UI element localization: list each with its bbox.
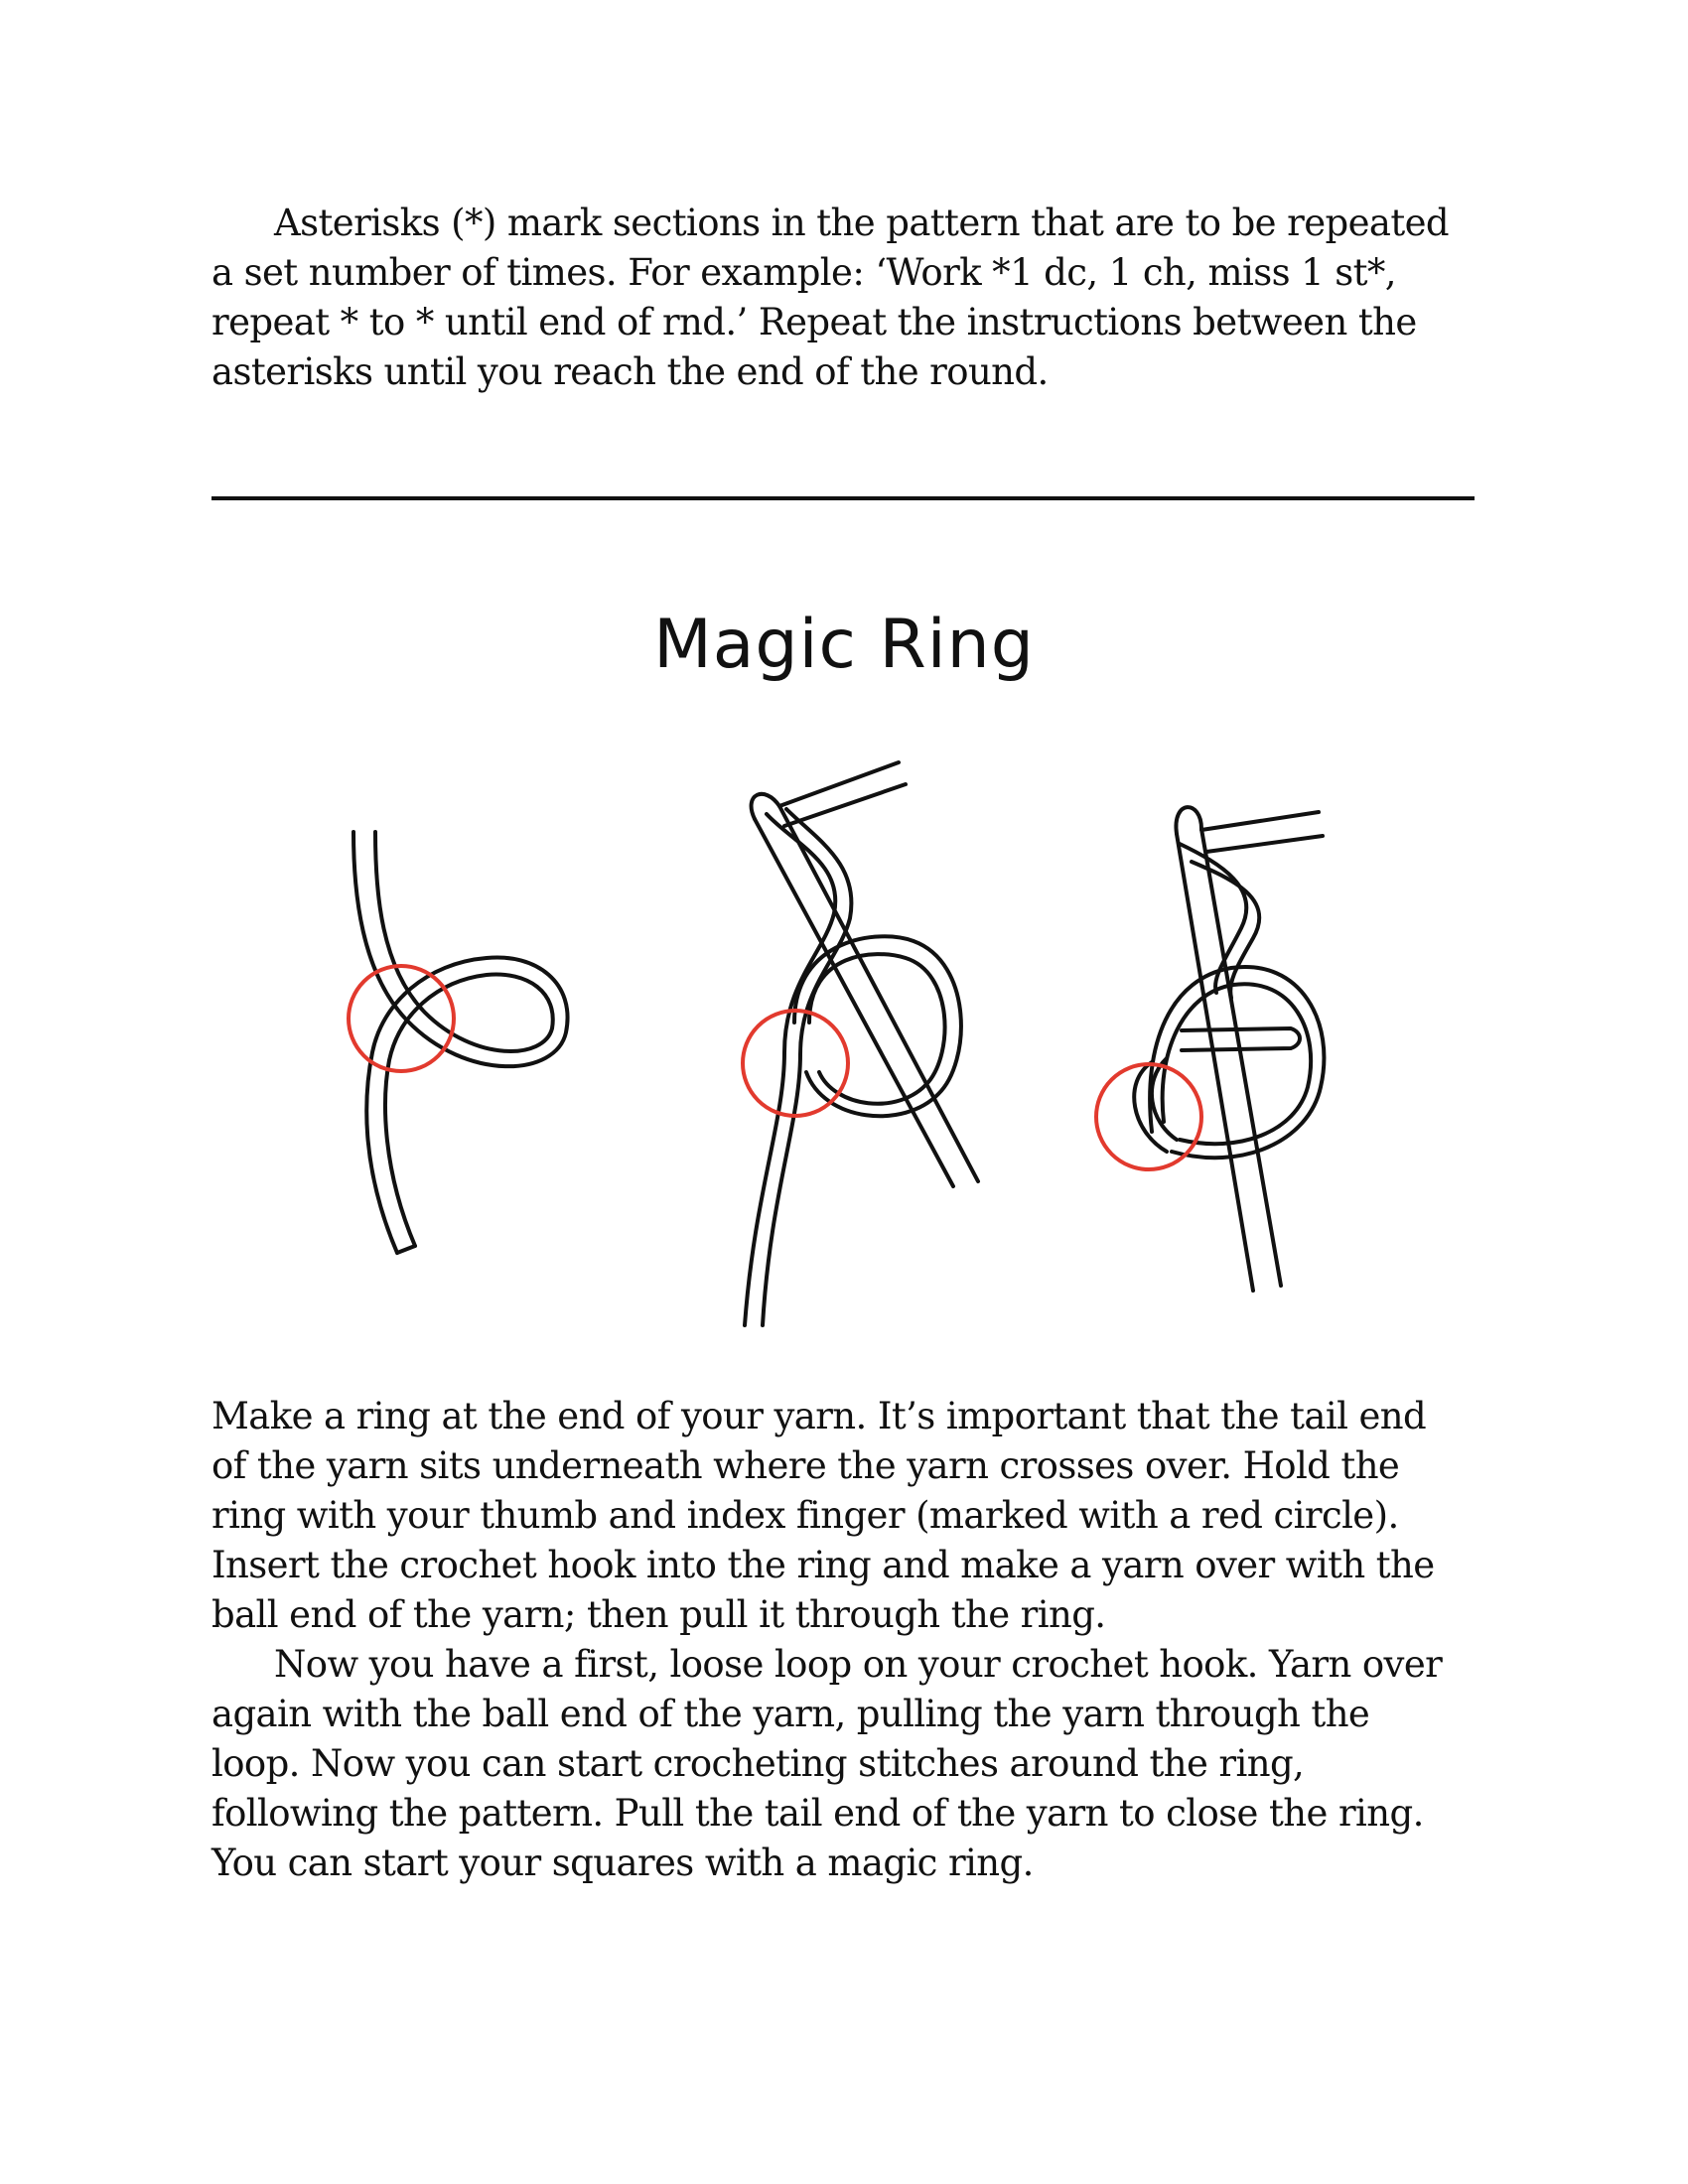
- step-two-illustration: [743, 762, 978, 1325]
- instructions-line: again with the ball end of the yarn, pulling the yarn through the: [211, 1693, 1370, 1735]
- section-divider: [211, 496, 1475, 500]
- intro-line: Asterisks (*) mark sections in the pattern that are to be repeated: [274, 202, 1450, 244]
- step-one-illustration: [349, 832, 568, 1253]
- section-title: Magic Ring: [653, 606, 1035, 684]
- instructions-line: Now you have a first, loose loop on your crochet hook. Yarn over: [274, 1643, 1443, 1686]
- instructions-line: ball end of the yarn; then pull it through the ring.: [211, 1593, 1106, 1636]
- instructions-line: following the pattern. Pull the tail end of the yarn to close the ring.: [211, 1792, 1424, 1835]
- step-three-illustration: [1096, 807, 1324, 1291]
- intro-line: asterisks until you reach the end of the round.: [211, 350, 1049, 393]
- intro-paragraph: [211, 199, 1482, 397]
- intro-line: a set number of times. For example: ‘Work *1 dc, 1 ch, miss 1 st*,: [211, 251, 1396, 294]
- instructions-line: of the yarn sits underneath where the yarn crosses over. Hold the: [211, 1444, 1400, 1487]
- magic-ring-illustrations: [0, 735, 1688, 1350]
- instructions-line: ring with your thumb and index finger (marked with a red circle).: [211, 1494, 1399, 1537]
- intro-line: repeat * to * until end of rnd.’ Repeat the instructions between the: [211, 301, 1417, 343]
- instructions-line: You can start your squares with a magic ring.: [211, 1842, 1034, 1884]
- instructions-line: loop. Now you can start crocheting stitches around the ring,: [211, 1742, 1305, 1785]
- instructions-line: Insert the crochet hook into the ring and make a yarn over with the: [211, 1544, 1435, 1586]
- instructions-line: Make a ring at the end of your yarn. It’s important that the tail end: [211, 1395, 1427, 1437]
- instructions-paragraph: [211, 1392, 1482, 1888]
